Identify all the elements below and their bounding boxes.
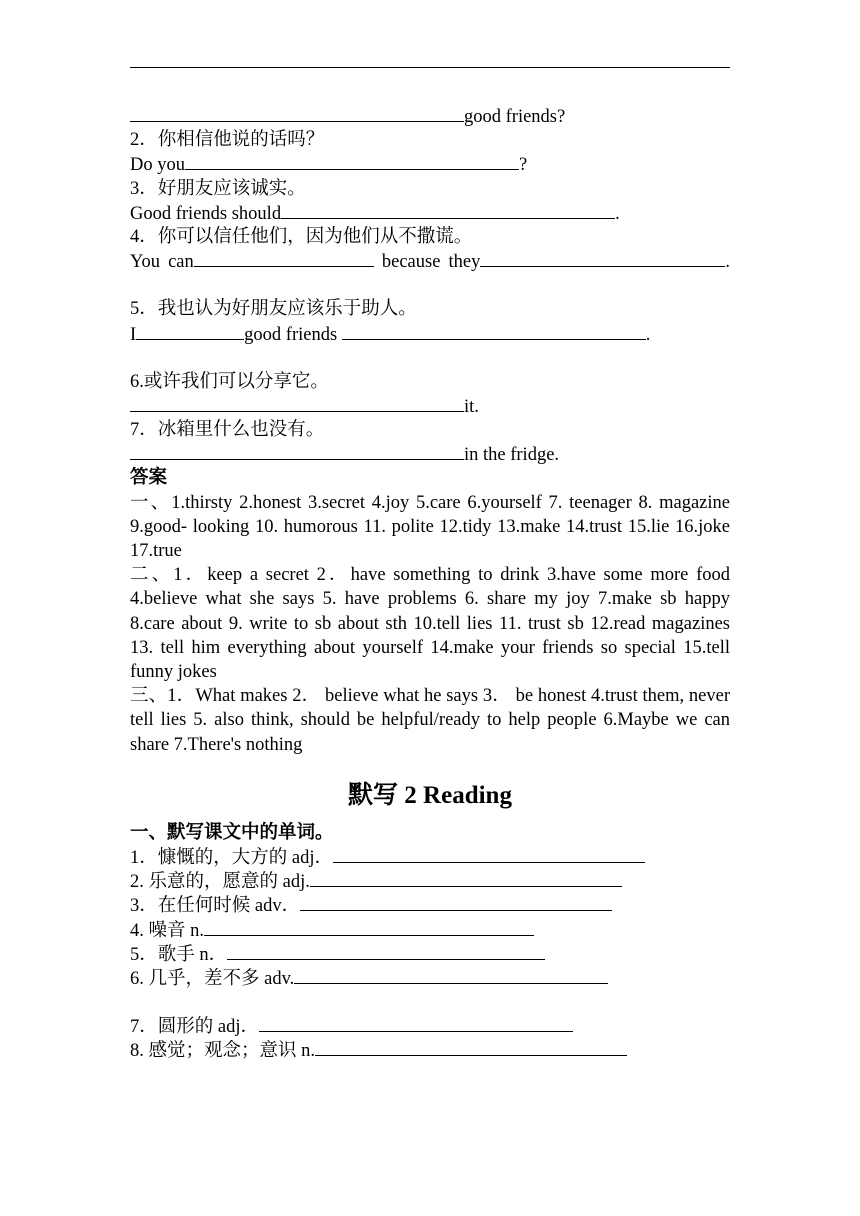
section-title: 默写 2 Reading [348, 781, 512, 809]
line-text: good friends [244, 324, 342, 345]
vocab-item [130, 918, 730, 942]
line-text: because [381, 252, 441, 273]
section-subheading: 一、默写课文中的单词。 [130, 822, 334, 843]
answer-blank[interactable] [136, 322, 244, 340]
question-prompt: 6.或许我们可以分享它。 [130, 371, 329, 392]
line-segment [448, 249, 729, 274]
answers-part-3: 三、1．What makes 2． believe what he says 3． be honest 4.trust them, never tell lies 5. also think, should be helpful/ready to help people 6.Maybe we can share 7.There's nothing [130, 686, 730, 755]
line-text: can [168, 252, 194, 273]
document-content [130, 104, 730, 1063]
answer-line [130, 249, 730, 273]
line-text: ? [519, 155, 528, 176]
line-text: . [615, 203, 620, 224]
line-text: Good friends should [130, 203, 282, 224]
answer-blank[interactable] [333, 845, 645, 863]
spacer [130, 990, 730, 1014]
answers-heading: 答案 [130, 468, 168, 489]
answer-blank[interactable] [227, 942, 545, 960]
answers-part-2: 二、1．keep a secret 2．have something to drink 3.have some more food 4.believe what she says 5. have problems 6. share my joy 7.make sb happy 8.care about 9. write to sb about sth 10.tell lies 11. trust sb 12.read magazines 13. tell him everything about yourself 14.make your friends so special 15.tell funny jokes [130, 565, 730, 683]
vocab-item [130, 966, 730, 990]
line-text: . [645, 324, 651, 345]
vocab-item [130, 1014, 730, 1038]
answer-line [130, 322, 730, 346]
answer-blank[interactable] [300, 893, 612, 911]
vocab-label: 7．圆形的 adj． [130, 1017, 259, 1038]
vocab-label: 8. 感觉；观念；意识 n. [130, 1041, 316, 1062]
vocab-item [130, 1038, 730, 1062]
answer-blank[interactable] [294, 966, 608, 984]
vocab-item [130, 869, 730, 893]
question-prompt: 4．你可以信任他们，因为他们从不撒谎。 [130, 226, 473, 247]
line-text: I [130, 324, 137, 345]
vocab-item [130, 845, 730, 869]
vocabulary-list [130, 845, 730, 1063]
answer-blank[interactable] [281, 201, 615, 219]
vocab-label: 2. 乐意的，愿意的 adj. [130, 872, 310, 893]
vocab-label: 1．慷慨的，大方的 adj． [130, 848, 333, 869]
line-text: good friends? [464, 107, 566, 127]
answer-blank[interactable] [204, 918, 534, 936]
line-text: You [130, 252, 161, 273]
answer-line [130, 394, 730, 418]
answer-line [130, 104, 730, 128]
header-rule [130, 67, 730, 68]
line-text: Do you [130, 155, 185, 176]
answer-line [130, 201, 730, 225]
vocab-label: 4. 噪音 n. [130, 920, 205, 941]
vocab-label: 6. 几乎，差不多 adv. [130, 968, 295, 989]
question-prompt: 2．你相信他说的话吗？ [130, 130, 325, 151]
vocab-label: 3．在任何时候 adv． [130, 896, 301, 917]
answer-blank[interactable] [130, 104, 464, 122]
line-text: . [725, 252, 730, 273]
question-prompt: 7．冰箱里什么也没有。 [130, 420, 325, 441]
answer-blank[interactable] [130, 394, 464, 412]
spacer [130, 346, 730, 370]
line-text: it. [464, 396, 479, 417]
spacer [130, 273, 730, 297]
answer-line [130, 442, 730, 466]
vocab-item [130, 942, 730, 966]
answer-blank[interactable] [259, 1014, 573, 1032]
line-segment [168, 249, 374, 274]
line-text: they [448, 252, 481, 273]
vocab-item [130, 893, 730, 917]
answer-blank[interactable] [194, 249, 374, 267]
answer-line [130, 152, 730, 176]
answers-part-1: 一、1.thirsty 2.honest 3.secret 4.joy 5.care 6.yourself 7. teenager 8. magazine 9.good- looking 10. humorous 11. polite 12.tidy 13.make 14.trust 15.lie 16.joke 17.true [130, 492, 730, 562]
line-text: in the fridge. [464, 445, 560, 466]
answer-blank[interactable] [185, 152, 519, 170]
answer-blank[interactable] [480, 249, 725, 267]
answer-blank[interactable] [130, 442, 464, 460]
answer-blank[interactable] [310, 869, 622, 887]
translation-exercise [130, 104, 730, 466]
answer-blank[interactable] [342, 322, 646, 340]
vocab-label: 5．歌手 n． [130, 944, 228, 965]
question-prompt: 3．好朋友应该诚实。 [130, 178, 306, 199]
question-prompt: 5．我也认为好朋友应该乐于助人。 [130, 299, 417, 320]
answer-blank[interactable] [315, 1038, 627, 1056]
